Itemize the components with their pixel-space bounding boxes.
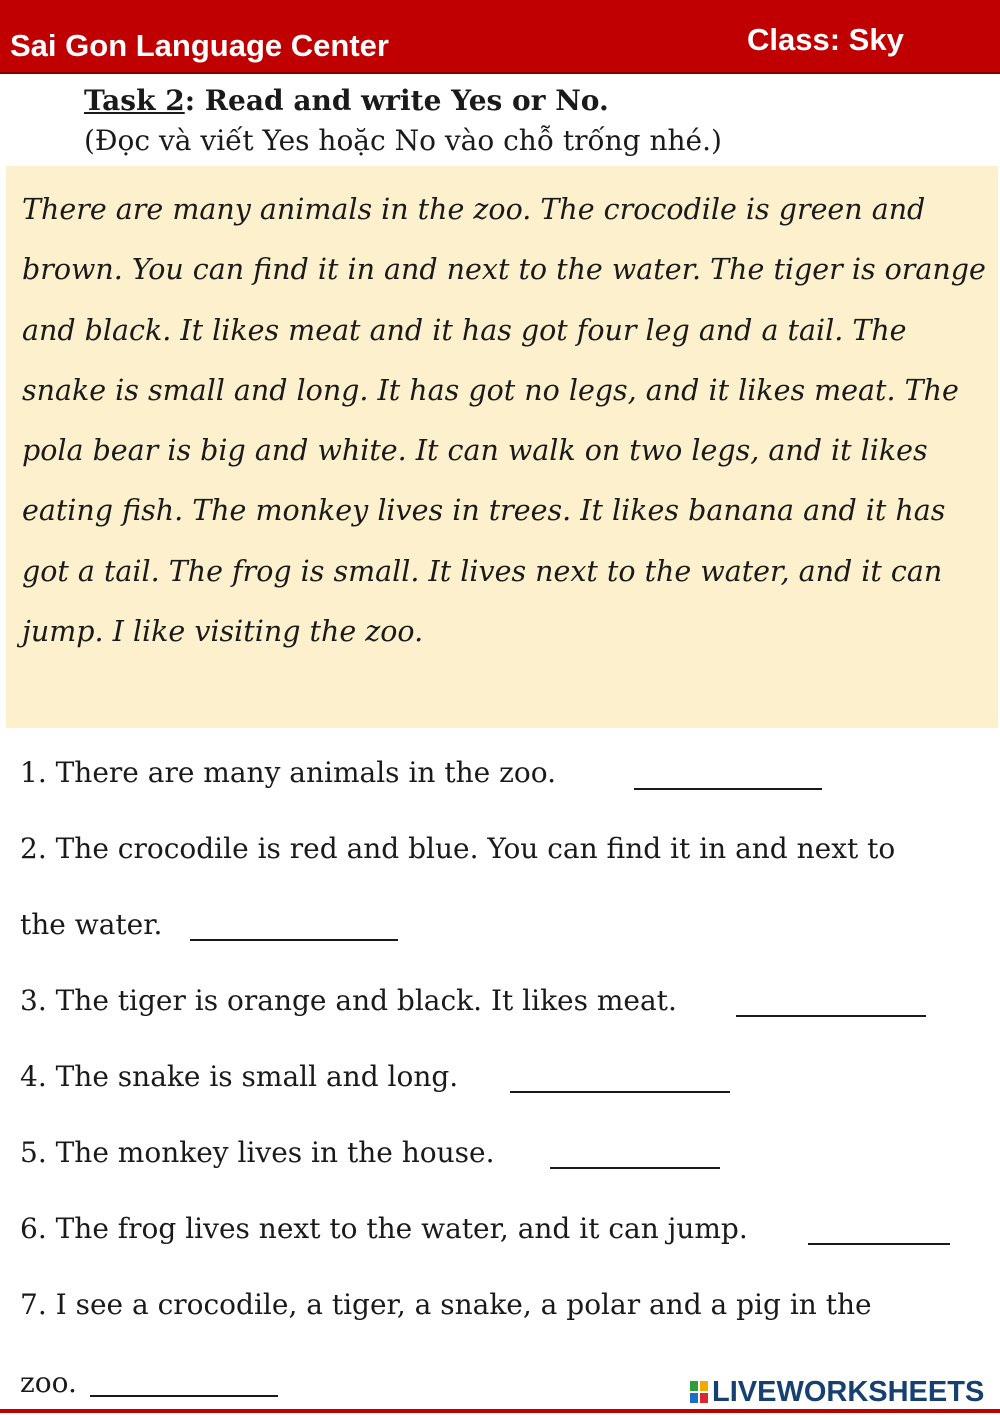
question-7-line-1: 7. I see a crocodile, a tiger, a snake, a polar and a pig in the: [20, 1288, 872, 1321]
answer-blank-7[interactable]: [90, 1395, 278, 1397]
question-6: 6. The frog lives next to the water, and it can jump.: [20, 1212, 748, 1245]
reading-passage: There are many animals in the zoo. The crocodile is green and brown. You can find it in and next to the water. The tiger is orange and black. It likes meat and it has got four leg and a tail. The snake is small and long. It has got no legs, and it likes meat. The pola bear is big and white. It can walk on two legs, and it likes eating fish. The monkey lives in trees. It likes banana and it has got a tail. The frog is small. It lives next to the water, and it can jump. I like visiting the zoo.: [22, 193, 986, 649]
logo-text: LIVEWORKSHEETS: [712, 1376, 985, 1408]
task-subtitle: (Đọc và viết Yes hoặc No vào chỗ trống nhé.): [84, 124, 722, 157]
answer-blank-4[interactable]: [510, 1091, 730, 1093]
question-3: 3. The tiger is orange and black. It likes meat.: [20, 984, 677, 1017]
question-5: 5. The monkey lives in the house.: [20, 1136, 495, 1169]
answer-blank-2[interactable]: [190, 939, 398, 941]
answer-blank-1[interactable]: [634, 788, 822, 790]
question-1: 1. There are many animals in the zoo.: [20, 756, 556, 789]
task-title: [84, 84, 609, 117]
task-number: Task 2: [84, 84, 185, 117]
question-4: 4. The snake is small and long.: [20, 1060, 459, 1093]
answer-blank-5[interactable]: [550, 1167, 720, 1169]
bottom-rule: [0, 1409, 1000, 1413]
class-label: Class: Sky: [747, 22, 904, 57]
liveworksheets-logo: [690, 1376, 984, 1409]
answer-blank-3[interactable]: [736, 1015, 926, 1017]
question-2-line-1: 2. The crocodile is red and blue. You can find it in and next to: [20, 832, 896, 865]
center-name: Sai Gon Language Center: [10, 28, 389, 63]
question-7-line-2: zoo.: [20, 1366, 77, 1399]
answer-blank-6[interactable]: [808, 1243, 950, 1245]
liveworksheets-logo-icon: [690, 1381, 708, 1403]
header-banner: [0, 0, 1000, 74]
question-2-line-2: the water.: [20, 908, 163, 941]
task-instruction: : Read and write Yes or No.: [184, 84, 609, 117]
